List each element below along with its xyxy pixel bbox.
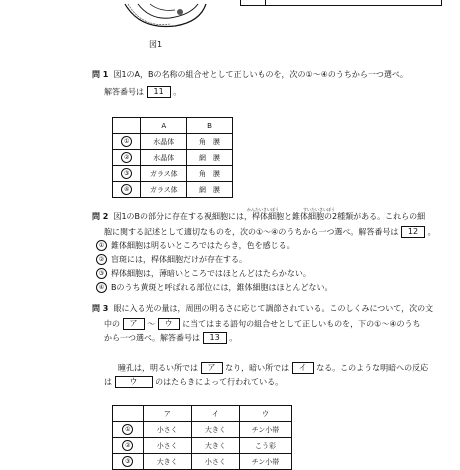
q2-line2: 胞に関する記述として適切なものを，次の①～④のうちから一つ選べ。解答番号は 12 。 [104, 227, 436, 237]
blank-i: イ [292, 362, 314, 374]
cell-a: 小さく [143, 438, 191, 454]
option-number: ① [96, 240, 107, 251]
answer-number-box: 12 [401, 226, 425, 238]
cell-u: チン小帯 [239, 422, 291, 438]
table-row [113, 134, 233, 150]
q3-line2 [104, 318, 421, 330]
q2-option-2 [96, 254, 247, 265]
blank-u: ウ [158, 318, 180, 330]
eye-figure [120, 0, 210, 38]
q3-sentence-1 [118, 362, 428, 374]
answer-number-box: 11 [147, 86, 171, 98]
option-text: 盲斑には，桿体細胞だけが存在する。 [111, 255, 247, 264]
cell-a: ガラス体 [141, 166, 187, 182]
table-row [113, 166, 233, 182]
header-a: ア [143, 406, 191, 422]
cell-a: 水晶体 [141, 134, 187, 150]
blank-a: ア [123, 318, 145, 330]
header-i: イ [191, 406, 239, 422]
q3-line3: から一つ選べ。解答番号は 13 。 [104, 333, 238, 343]
q2-stem-1: 図1のBの部分に存在する視細胞には，桿体細胞と錐体細胞の2種類がある。これらの細 [113, 212, 426, 221]
q2-label: 問 2 [92, 212, 109, 221]
cell-i: 大きく [191, 438, 239, 454]
sentence-text: は [104, 377, 112, 387]
q1-stem: 図1のA，Bの名称の組合せとして正しいものを，次の①～④のうちから一つ選べ。 [113, 70, 408, 79]
blank-u: ウ [115, 376, 153, 388]
header-b: B [187, 118, 233, 134]
q3-stem-2b: に当てはまる語句の組合せとして正しいものを，下の①～④のうち [182, 319, 421, 329]
range-dash: ～ [147, 319, 156, 329]
q3-sentence-2 [104, 376, 283, 388]
answer-number-box: 13 [203, 332, 227, 344]
q3-text [92, 304, 433, 314]
q3-table [112, 405, 292, 470]
sentence-text: なり，暗い所では [225, 363, 290, 373]
option-number: ② [96, 254, 107, 265]
cell-b: 網 膜 [187, 182, 233, 198]
figure-box-fragment [240, 0, 442, 6]
option-text: Bのうち黄斑と呼ばれる部位には，錐体細胞はほとんどない。 [111, 283, 333, 292]
cell-b: 角 膜 [187, 166, 233, 182]
cell-a: 大きく [143, 454, 191, 470]
table-row [113, 438, 292, 454]
blank-a: ア [201, 362, 223, 374]
answer-prefix: 解答番号は [104, 87, 144, 97]
option-number: ① [122, 424, 133, 435]
cell-b: 網 膜 [187, 150, 233, 166]
cell-b: 角 膜 [187, 134, 233, 150]
option-text: 錐体細胞は明るいところではたらき，色を感じる。 [111, 241, 295, 250]
sentence-text: 瞳孔は，明るい所では [118, 363, 198, 373]
q3-stem-3: から一つ選べ。解答番号は [104, 333, 200, 343]
header-u: ウ [239, 406, 291, 422]
option-number: ④ [121, 184, 132, 195]
q2-option-4 [96, 282, 333, 293]
q3-label: 問 3 [92, 304, 109, 313]
q1-table [112, 117, 233, 198]
q2-option-3 [96, 268, 311, 279]
q1-answer-line: 解答番号は 11 。 [104, 87, 182, 97]
q2-text [92, 212, 458, 222]
cell-i: 大きく [191, 422, 239, 438]
option-number: ③ [96, 268, 107, 279]
header-a: A [141, 118, 187, 134]
option-number: ③ [121, 168, 132, 179]
option-number: ② [121, 152, 132, 163]
cell-a: 水晶体 [141, 150, 187, 166]
table-row [113, 422, 292, 438]
option-number: ④ [96, 282, 107, 293]
q3-stem-1: 眼に入る光の量は，周囲の明るさに応じて調節されている。このしくみについて，次の文 [113, 304, 434, 313]
q1-text [92, 70, 452, 80]
ruby-suitai: すいたいさいぼう [303, 207, 335, 212]
cell-u: チン小帯 [239, 454, 291, 470]
option-number: ② [122, 440, 133, 451]
sentence-text: なる。このような明暗への反応 [316, 363, 429, 373]
cell-u: こう彩 [239, 438, 291, 454]
option-number: ③ [122, 456, 133, 467]
ruby-kantai: かんたいさいぼう [247, 207, 279, 212]
q2-option-1 [96, 240, 295, 251]
figure-caption: 図1 [149, 40, 163, 49]
option-text: 桿体細胞は，薄暗いところではほとんどはたらかない。 [111, 269, 311, 278]
cell-i: 小さく [191, 454, 239, 470]
sentence-text: のはたらきによって行われている。 [155, 377, 284, 387]
cell-a: 小さく [143, 422, 191, 438]
cell-a: ガラス体 [141, 182, 187, 198]
table-row [113, 182, 233, 198]
q2-stem-2: 胞に関する記述として適切なものを，次の①～④のうちから一つ選べ。解答番号は [104, 227, 399, 237]
q1-label: 問 1 [92, 70, 109, 79]
q3-stem-2a: 中の [104, 319, 120, 329]
table-row [113, 454, 292, 470]
option-number: ① [121, 136, 132, 147]
table-row [113, 150, 233, 166]
